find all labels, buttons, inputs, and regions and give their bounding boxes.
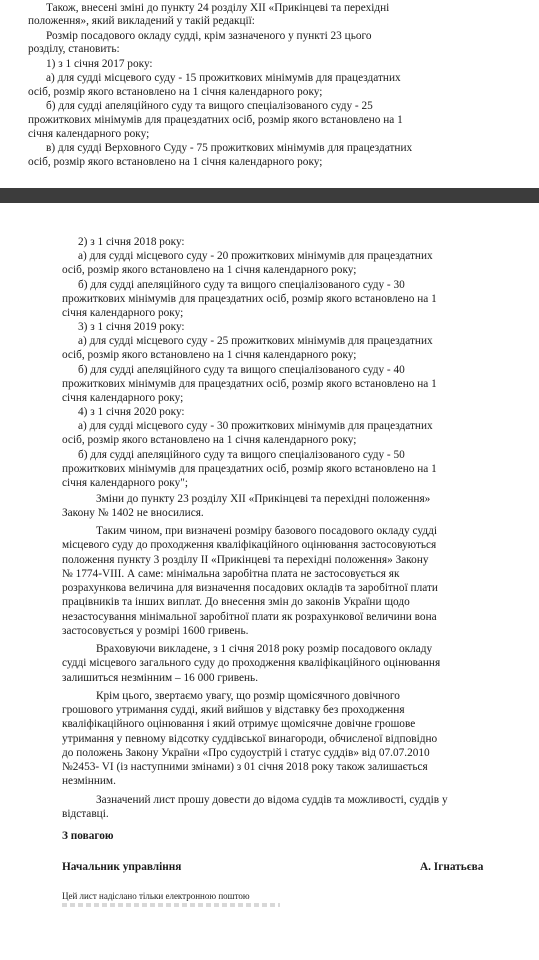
text-line: а) для судді місцевого суду - 30 прожиткових мінімумів для працездатних <box>78 420 433 432</box>
closing-phrase: З повагою <box>62 830 114 842</box>
text-line: незастосування мінімальної заробітної плати як розрахункової величини вона <box>62 611 437 623</box>
text-line: б) для судді апеляційного суду та вищого спеціалізованого суду - 25 <box>46 100 373 112</box>
text-line: застосовується у розмірі 1600 гривень. <box>62 625 249 637</box>
text-line: осіб, розмір якого встановлено на 1 січня календарного року; <box>28 86 323 98</box>
text-line: а) для судді місцевого суду - 25 прожиткових мінімумів для працездатних <box>78 335 433 347</box>
text-line: прожиткових мінімумів для працездатних осіб, розмір якого встановлено на 1 <box>62 378 437 390</box>
text-line: осіб, розмір якого встановлено на 1 січня календарного року; <box>28 156 323 168</box>
text-line: січня календарного року; <box>62 307 184 319</box>
text-line: 1) з 1 січня 2017 року: <box>46 58 153 70</box>
text-line: б) для судді апеляційного суду та вищого спеціалізованого суду - 30 <box>78 279 405 291</box>
text-line: утримання у певному відсотку суддівської винагороди, обчисленої відповідно <box>62 733 438 745</box>
text-line: січня календарного року; <box>28 128 150 140</box>
text-line: осіб, розмір якого встановлено на 1 січня календарного року; <box>62 264 357 276</box>
signatory-title: Начальник управління <box>62 861 182 873</box>
text-line: а) для судді місцевого суду - 15 прожиткових мінімумів для працездатних <box>46 72 401 84</box>
text-line: Зазначений лист прошу довести до відома суддів та можливості, суддів у <box>96 794 448 806</box>
text-line: положення пункту 3 розділу II «Прикінцеві та перехідні положення» Закону <box>62 554 429 566</box>
footer-note: Цей лист надіслано тільки електронною поштою <box>62 891 250 901</box>
text-line: розрахункова величина для визначення посадових окладів та заробітної плати <box>62 582 438 594</box>
text-line: судді місцевого загального суду до проходження кваліфікаційного оцінювання <box>62 657 441 669</box>
text-line: січня календарного року"; <box>62 477 188 489</box>
text-line: в) для судді Верховного Суду - 75 прожиткових мінімумів для працездатних <box>46 142 413 154</box>
text-line: розділу, становить: <box>28 43 120 55</box>
text-line: місцевого суду до проходження кваліфікаційного оцінювання застосовуються <box>62 539 437 551</box>
text-line: 4) з 1 січня 2020 року: <box>78 406 185 418</box>
text-line: грошового утримання судді, який вийшов у відставку без проходження <box>62 704 405 716</box>
text-line: Крім цього, звертаємо увагу, що розмір щомісячного довічного <box>96 690 400 702</box>
text-line: б) для судді апеляційного суду та вищого спеціалізованого суду - 40 <box>78 364 405 376</box>
text-line: відставці. <box>62 808 109 820</box>
document-page-2 <box>0 203 539 960</box>
text-line: залишиться незмінним – 16 000 гривень. <box>62 672 259 684</box>
document-page-1 <box>0 0 539 188</box>
text-line: Розмір посадового окладу судді, крім зазначеного у пункті 23 цього <box>46 30 372 42</box>
faded-reference-line <box>62 903 280 907</box>
text-line: положення», який викладений у такій редакції: <box>28 15 255 27</box>
text-line: січня календарного року; <box>62 392 184 404</box>
text-line: Враховуючи викладене, з 1 січня 2018 року розмір посадового окладу <box>96 643 433 655</box>
text-line: прожиткових мінімумів для працездатних осіб, розмір якого встановлено на 1 <box>62 463 437 475</box>
text-line: осіб, розмір якого встановлено на 1 січня календарного року; <box>62 349 357 361</box>
text-line: а) для судді місцевого суду - 20 прожиткових мінімумів для працездатних <box>78 250 433 262</box>
text-line: працівників та інших виплат. До внесення змін до законів України щодо <box>62 596 410 608</box>
text-line: Закону № 1402 не вносилися. <box>62 507 204 519</box>
text-line: 3) з 1 січня 2019 року: <box>78 321 185 333</box>
text-line: прожиткових мінімумів для працездатних осіб, розмір якого встановлено на 1 <box>28 114 403 126</box>
text-line: №2453- VI (із наступними змінами) з 01 січня 2018 року також залишається <box>62 761 428 773</box>
text-line: кваліфікаційного оцінювання і який отримує щомісячне довічне грошове <box>62 718 416 730</box>
text-line: незмінним. <box>62 775 116 787</box>
text-line: Також, внесені зміні до пункту 24 розділу XII «Прикінцеві та перехідні <box>46 2 390 14</box>
text-line: Таким чином, при визначені розміру базового посадового окладу судді <box>96 525 437 537</box>
text-line: б) для судді апеляційного суду та вищого спеціалізованого суду - 50 <box>78 449 405 461</box>
signatory-name: А. Ігнатьєва <box>420 861 484 873</box>
text-line: № 1774-VIII. А саме: мінімальна заробітна плата не застосовується як <box>62 568 400 580</box>
text-line: осіб, розмір якого встановлено на 1 січня календарного року; <box>62 434 357 446</box>
text-line: до положень Закону України «Про судоустрій і статус суддів» від 07.07.2010 <box>62 747 430 759</box>
text-line: 2) з 1 січня 2018 року: <box>78 236 185 248</box>
text-line: Зміни до пункту 23 розділу XII «Прикінцеві та перехідні положення» <box>96 493 431 505</box>
text-line: прожиткових мінімумів для працездатних осіб, розмір якого встановлено на 1 <box>62 293 437 305</box>
